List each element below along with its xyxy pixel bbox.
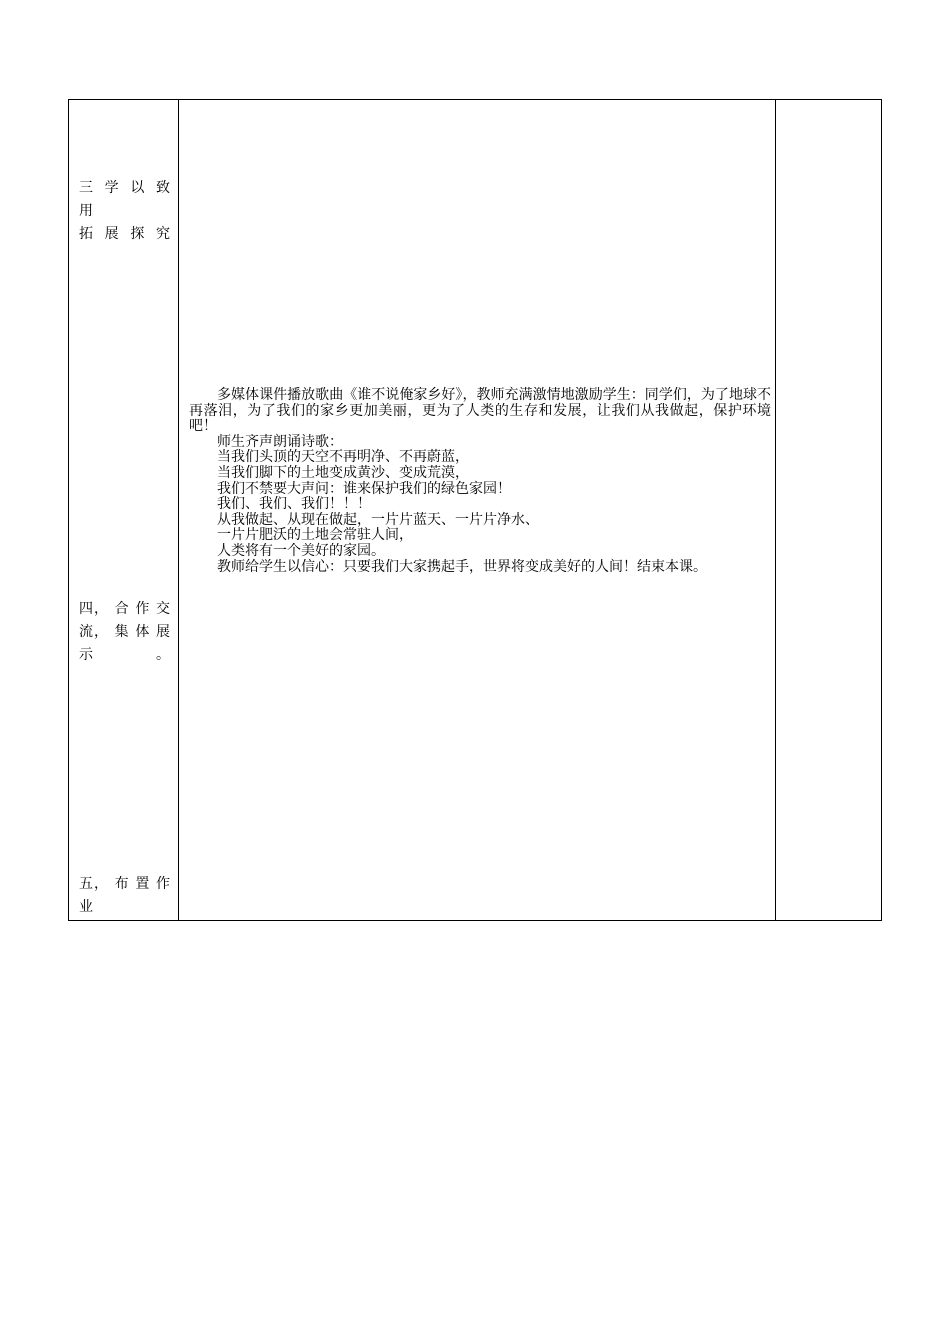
- stage-column-cell: [69, 100, 179, 921]
- table-row: [69, 100, 882, 921]
- poem-line: 当我们脚下的土地变成黄沙、变成荒漠，: [217, 464, 469, 481]
- stage-3-label: 三 学 以 致 用 拓展探究: [79, 180, 171, 242]
- poem-line: 一片片肥沃的土地会常驻人间，: [217, 527, 413, 544]
- recite-prompt: 师生齐声朗诵诗歌：: [217, 433, 343, 450]
- poem: [189, 450, 771, 559]
- notes-column-cell: [776, 100, 882, 921]
- stage-5-label: 五， 布 置 作 业: [79, 876, 171, 915]
- poem-line: 我们、我们、我们！！！: [217, 496, 371, 513]
- stage-4-label: 四， 合 作 交 流， 集 体 展 示。: [79, 601, 171, 663]
- lesson-plan-table: [68, 99, 882, 921]
- poem-line: 从我做起、从现在做起，一片片蓝天、一片片净水、: [217, 511, 539, 528]
- lesson-content: [189, 388, 771, 575]
- closing-paragraph: 教师给学生以信心：只要我们大家携起手，世界将变成美好的人间！结束本课。: [217, 558, 707, 575]
- poem-line: 我们不禁要大声问：谁来保护我们的绿色家园！: [217, 480, 511, 497]
- poem-line: 人类将有一个美好的家园。: [217, 542, 385, 559]
- poem-line: 当我们头顶的天空不再明净、不再蔚蓝，: [217, 449, 469, 466]
- intro-paragraph: 多媒体课件播放歌曲《谁不说俺家乡好》，教师充满激情地激励学生：同学们，为了地球不再落泪，为了我们的家乡更加美丽，更为了人类的生存和发展，让我们从我做起，保护环境吧！: [189, 387, 771, 435]
- content-column-cell: [179, 100, 776, 921]
